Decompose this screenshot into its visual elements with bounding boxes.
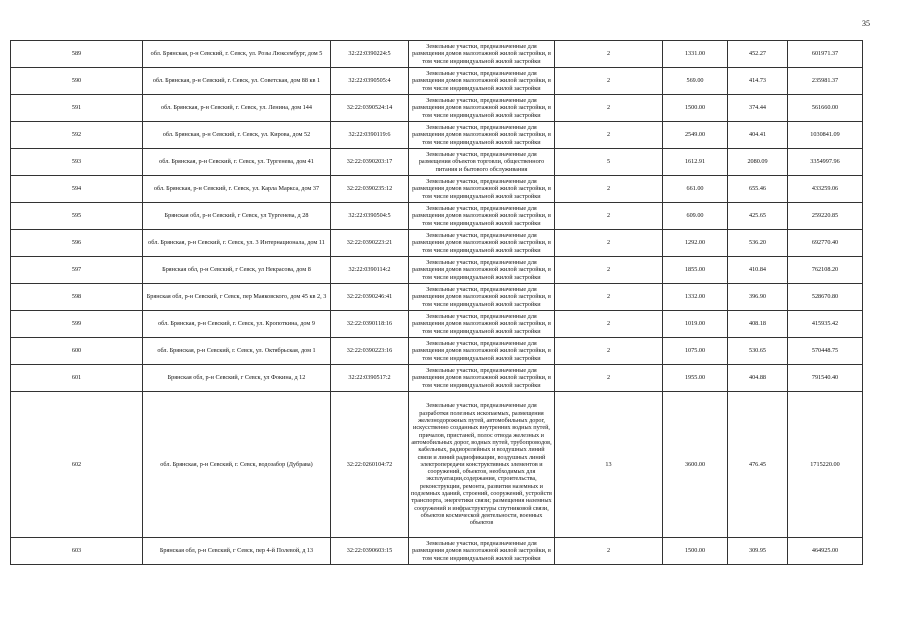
page-number: 35 bbox=[862, 19, 870, 28]
group-number-cell: 5 bbox=[555, 149, 663, 176]
specific-value-cell: 309.95 bbox=[728, 538, 788, 565]
cadastral-number-cell: 32:22:0390517:2 bbox=[331, 365, 409, 392]
cadastral-number-cell: 32:22:0390224:5 bbox=[331, 41, 409, 68]
table-row bbox=[11, 203, 863, 230]
cadastral-value-table bbox=[10, 40, 863, 565]
area-cell: 1332.00 bbox=[663, 284, 728, 311]
cadastral-cost-cell: 433259.06 bbox=[788, 176, 863, 203]
row-number-cell: 590 bbox=[11, 68, 143, 95]
group-number-cell: 2 bbox=[555, 538, 663, 565]
cadastral-number-cell: 32:22:0390223:16 bbox=[331, 338, 409, 365]
address-cell: Брянская обл, р-н Севский, г Севск, пер 4-й Полевой, д 13 bbox=[143, 538, 331, 565]
specific-value-cell: 425.65 bbox=[728, 203, 788, 230]
specific-value-cell: 476.45 bbox=[728, 392, 788, 538]
row-number-cell: 595 bbox=[11, 203, 143, 230]
table-row bbox=[11, 284, 863, 311]
group-number-cell: 2 bbox=[555, 122, 663, 149]
cadastral-cost-cell: 692770.40 bbox=[788, 230, 863, 257]
group-number-cell: 2 bbox=[555, 41, 663, 68]
cadastral-number-cell: 32:22:0390505:4 bbox=[331, 68, 409, 95]
address-cell: обл. Брянская, р-н Севский, г. Севск, ул. Советская, дом 88 кв 1 bbox=[143, 68, 331, 95]
specific-value-cell: 410.84 bbox=[728, 257, 788, 284]
area-cell: 569.00 bbox=[663, 68, 728, 95]
land-use-cell: Земельные участки, предназначенные для размещения домов малоэтажной жилой застройки, в том числе индивидуальной жилой застройки bbox=[409, 257, 555, 284]
address-cell: обл. Брянская, р-н Севский, г. Севск, ул. Розы Люксембург, дом 5 bbox=[143, 41, 331, 68]
row-number-cell: 602 bbox=[11, 392, 143, 538]
area-cell: 1292.00 bbox=[663, 230, 728, 257]
table-row bbox=[11, 122, 863, 149]
land-use-cell: Земельные участки, предназначенные для размещения домов малоэтажной жилой застройки, в том числе индивидуальной жилой застройки bbox=[409, 311, 555, 338]
address-cell: обл. Брянская, р-н Севский, г. Севск, ул. Карла Маркса, дом 37 bbox=[143, 176, 331, 203]
cadastral-number-cell: 32:22:0390603:15 bbox=[331, 538, 409, 565]
specific-value-cell: 396.90 bbox=[728, 284, 788, 311]
specific-value-cell: 404.41 bbox=[728, 122, 788, 149]
row-number-cell: 599 bbox=[11, 311, 143, 338]
cadastral-cost-cell: 1715220.00 bbox=[788, 392, 863, 538]
land-use-cell: Земельные участки, предназначенные для размещения объектов торговли, общественного питания и бытового обслуживания bbox=[409, 149, 555, 176]
address-cell: обл. Брянская, р-н Севский, г. Севск, ул. Тургенева, дом 41 bbox=[143, 149, 331, 176]
cadastral-number-cell: 32:22:0260104:72 bbox=[331, 392, 409, 538]
row-number-cell: 601 bbox=[11, 365, 143, 392]
row-number-cell: 594 bbox=[11, 176, 143, 203]
group-number-cell: 2 bbox=[555, 95, 663, 122]
group-number-cell: 2 bbox=[555, 338, 663, 365]
cadastral-cost-cell: 464925.00 bbox=[788, 538, 863, 565]
area-cell: 1019.00 bbox=[663, 311, 728, 338]
group-number-cell: 2 bbox=[555, 176, 663, 203]
cadastral-cost-cell: 570448.75 bbox=[788, 338, 863, 365]
land-use-cell: Земельные участки, предназначенные для размещения домов малоэтажной жилой застройки, в том числе индивидуальной жилой застройки bbox=[409, 68, 555, 95]
row-number-cell: 596 bbox=[11, 230, 143, 257]
address-cell: обл. Брянская, р-н Севский, г. Севск, ул. Ленина, дом 144 bbox=[143, 95, 331, 122]
table-row bbox=[11, 538, 863, 565]
cadastral-cost-cell: 1030841.09 bbox=[788, 122, 863, 149]
area-cell: 2549.00 bbox=[663, 122, 728, 149]
area-cell: 3600.00 bbox=[663, 392, 728, 538]
address-cell: обл. Брянская, р-н Севский, г. Севск, ул. 3 Интернационала, дом 11 bbox=[143, 230, 331, 257]
specific-value-cell: 530.65 bbox=[728, 338, 788, 365]
land-use-cell: Земельные участки, предназначенные для размещения домов малоэтажной жилой застройки, в том числе индивидуальной жилой застройки bbox=[409, 284, 555, 311]
row-number-cell: 597 bbox=[11, 257, 143, 284]
cadastral-number-cell: 32:22:0390119:6 bbox=[331, 122, 409, 149]
cadastral-cost-cell: 791540.40 bbox=[788, 365, 863, 392]
land-use-cell: Земельные участки, предназначенные для размещения домов малоэтажной жилой застройки, в том числе индивидуальной жилой застройки bbox=[409, 538, 555, 565]
specific-value-cell: 408.18 bbox=[728, 311, 788, 338]
area-cell: 1075.00 bbox=[663, 338, 728, 365]
row-number-cell: 592 bbox=[11, 122, 143, 149]
land-use-cell: Земельные участки, предназначенные для размещения домов малоэтажной жилой застройки, в том числе индивидуальной жилой застройки bbox=[409, 41, 555, 68]
table-row bbox=[11, 311, 863, 338]
address-cell: Брянская обл, р-н Севский, г Севск, ул Фокина, д 12 bbox=[143, 365, 331, 392]
address-cell: обл. Брянская, р-н Севский, г. Севск, ул. Кирова, дом 52 bbox=[143, 122, 331, 149]
table-row bbox=[11, 230, 863, 257]
specific-value-cell: 655.46 bbox=[728, 176, 788, 203]
table-row bbox=[11, 95, 863, 122]
table-row bbox=[11, 365, 863, 392]
area-cell: 1955.00 bbox=[663, 365, 728, 392]
row-number-cell: 593 bbox=[11, 149, 143, 176]
cadastral-number-cell: 32:22:0390504:5 bbox=[331, 203, 409, 230]
area-cell: 1331.00 bbox=[663, 41, 728, 68]
table-row bbox=[11, 392, 863, 538]
land-use-cell: Земельные участки, предназначенные для разработки полезных ископаемых, размещения железнодорожных путей, автомобильных дорог, искусственно созданных внутренних водных путей, причалов, пристаней, полос отвода железных и автомобильных дорог, водных путей, трубопроводов, кабельных, радиорелейных и воздушных линий связи и линий радиофикации, воздушных линий электропередачи конструктивных элементов и сооружений, объектов, необходимых для эксплуатации,содержания, строительства, реконструкции, ремонта, развития наземных и подземных зданий, строений, сооружений, устройств транспорта, энергетики связи; размещения наземных сооружений и инфраструктуры спутниковой связи, объектов космической деятельности, военных объектов bbox=[409, 392, 555, 538]
specific-value-cell: 452.27 bbox=[728, 41, 788, 68]
row-number-cell: 600 bbox=[11, 338, 143, 365]
table-row bbox=[11, 257, 863, 284]
specific-value-cell: 404.88 bbox=[728, 365, 788, 392]
cadastral-cost-cell: 528670.80 bbox=[788, 284, 863, 311]
table-row bbox=[11, 176, 863, 203]
area-cell: 1500.00 bbox=[663, 95, 728, 122]
land-use-cell: Земельные участки, предназначенные для размещения домов малоэтажной жилой застройки, в том числе индивидуальной жилой застройки bbox=[409, 230, 555, 257]
area-cell: 1500.00 bbox=[663, 538, 728, 565]
table-row bbox=[11, 149, 863, 176]
cadastral-number-cell: 32:22:0390235:12 bbox=[331, 176, 409, 203]
cadastral-cost-cell: 259220.85 bbox=[788, 203, 863, 230]
address-cell: обл. Брянская, р-н Севский, г. Севск, водозабор (Дубрава) bbox=[143, 392, 331, 538]
cadastral-cost-cell: 415935.42 bbox=[788, 311, 863, 338]
area-cell: 609.00 bbox=[663, 203, 728, 230]
address-cell: Брянская обл, р-н Севский, г Севск, ул Некрасова, дом 8 bbox=[143, 257, 331, 284]
row-number-cell: 598 bbox=[11, 284, 143, 311]
specific-value-cell: 374.44 bbox=[728, 95, 788, 122]
area-cell: 1612.91 bbox=[663, 149, 728, 176]
cadastral-cost-cell: 235981.37 bbox=[788, 68, 863, 95]
cadastral-number-cell: 32:22:0390114:2 bbox=[331, 257, 409, 284]
land-use-cell: Земельные участки, предназначенные для размещения домов малоэтажной жилой застройки, в том числе индивидуальной жилой застройки bbox=[409, 203, 555, 230]
land-use-cell: Земельные участки, предназначенные для размещения домов малоэтажной жилой застройки, в том числе индивидуальной жилой застройки bbox=[409, 365, 555, 392]
area-cell: 661.00 bbox=[663, 176, 728, 203]
table-row bbox=[11, 41, 863, 68]
land-use-cell: Земельные участки, предназначенные для размещения домов малоэтажной жилой застройки, в том числе индивидуальной жилой застройки bbox=[409, 176, 555, 203]
address-cell: Брянская обл, р-н Севский, г Севск, ул Тургенева, д 28 bbox=[143, 203, 331, 230]
group-number-cell: 13 bbox=[555, 392, 663, 538]
land-use-cell: Земельные участки, предназначенные для размещения домов малоэтажной жилой застройки, в том числе индивидуальной жилой застройки bbox=[409, 122, 555, 149]
cadastral-cost-cell: 561660.00 bbox=[788, 95, 863, 122]
group-number-cell: 2 bbox=[555, 284, 663, 311]
table-row bbox=[11, 338, 863, 365]
group-number-cell: 2 bbox=[555, 230, 663, 257]
cadastral-cost-cell: 3354997.96 bbox=[788, 149, 863, 176]
address-cell: обл. Брянская, р-н Севский, г. Севск, ул. Кропоткина, дом 9 bbox=[143, 311, 331, 338]
table-body bbox=[11, 41, 863, 565]
cadastral-cost-cell: 601971.37 bbox=[788, 41, 863, 68]
group-number-cell: 2 bbox=[555, 257, 663, 284]
specific-value-cell: 536.20 bbox=[728, 230, 788, 257]
group-number-cell: 2 bbox=[555, 68, 663, 95]
cadastral-number-cell: 32:22:0390223:21 bbox=[331, 230, 409, 257]
specific-value-cell: 2080.09 bbox=[728, 149, 788, 176]
land-use-cell: Земельные участки, предназначенные для размещения домов малоэтажной жилой застройки, в том числе индивидуальной жилой застройки bbox=[409, 95, 555, 122]
address-cell: Брянская обл, р-н Севский, г Севск, пер Маяковского, дом 45 кв 2, 3 bbox=[143, 284, 331, 311]
specific-value-cell: 414.73 bbox=[728, 68, 788, 95]
row-number-cell: 591 bbox=[11, 95, 143, 122]
row-number-cell: 589 bbox=[11, 41, 143, 68]
cadastral-number-cell: 32:22:0390246:41 bbox=[331, 284, 409, 311]
area-cell: 1855.00 bbox=[663, 257, 728, 284]
group-number-cell: 2 bbox=[555, 365, 663, 392]
row-number-cell: 603 bbox=[11, 538, 143, 565]
cadastral-number-cell: 32:22:0390203:17 bbox=[331, 149, 409, 176]
address-cell: обл. Брянская, р-н Севский, г. Севск, ул. Октябрьская, дом 1 bbox=[143, 338, 331, 365]
cadastral-number-cell: 32:22:0390118:16 bbox=[331, 311, 409, 338]
table-row bbox=[11, 68, 863, 95]
group-number-cell: 2 bbox=[555, 203, 663, 230]
group-number-cell: 2 bbox=[555, 311, 663, 338]
cadastral-number-cell: 32:22:0390524:14 bbox=[331, 95, 409, 122]
land-use-cell: Земельные участки, предназначенные для размещения домов малоэтажной жилой застройки, в том числе индивидуальной жилой застройки bbox=[409, 338, 555, 365]
cadastral-cost-cell: 762108.20 bbox=[788, 257, 863, 284]
